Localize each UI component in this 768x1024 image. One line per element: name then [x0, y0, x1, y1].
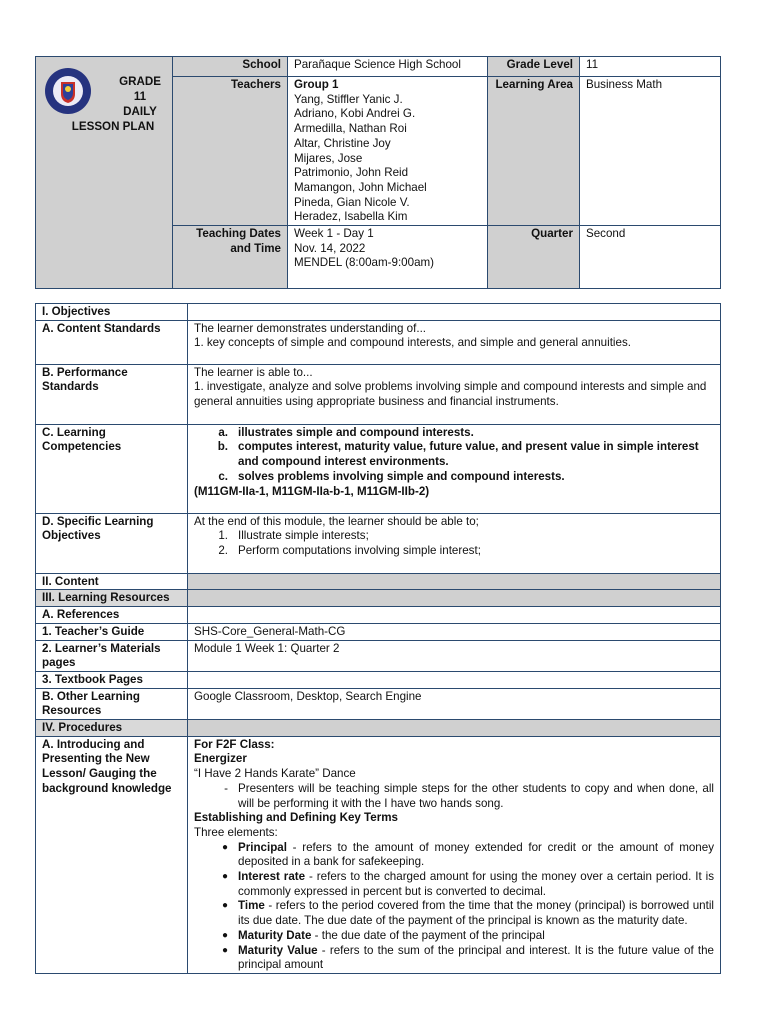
empty-cell: [188, 671, 721, 688]
term-text: [238, 870, 714, 899]
teaching-dates-value: [288, 226, 488, 289]
label-line: pages: [42, 656, 76, 670]
title-cell: [36, 57, 173, 289]
teacher-name: Altar, Christine Joy: [294, 136, 391, 150]
quarter-value: Second: [580, 226, 721, 289]
list-text: Perform computations involving simple interest;: [238, 544, 481, 558]
label-line: D. Specific Learning: [42, 514, 154, 528]
textbook-pages-label: 3. Textbook Pages: [36, 671, 188, 688]
introducing-lesson-value: [188, 736, 721, 973]
lesson-plan-table: [35, 303, 721, 974]
label-line: Standards: [42, 380, 99, 394]
learning-resources-heading: III. Learning Resources: [36, 590, 188, 607]
procedures-heading: IV. Procedures: [36, 720, 188, 737]
text-line: At the end of this module, the learner should be able to;: [194, 514, 479, 528]
term-text: [238, 929, 545, 944]
teacher-name: Armedilla, Nathan Roi: [294, 122, 407, 136]
learners-materials-label: [36, 640, 188, 671]
empty-cell: [188, 607, 721, 624]
list-marker: b.: [217, 440, 228, 454]
list-item: [194, 782, 714, 811]
objectives-heading: I. Objectives: [36, 304, 188, 321]
dance-title: “I Have 2 Hands Karate” Dance: [194, 767, 356, 781]
label-line: 2. Learner’s Materials: [42, 641, 161, 655]
school-value: Parañaque Science High School: [288, 57, 488, 77]
teacher-group: Group 1: [294, 78, 339, 91]
key-terms-heading: Establishing and Defining Key Terms: [194, 811, 398, 825]
specific-objectives-value: [188, 513, 721, 573]
teachers-label: Teachers: [173, 77, 288, 226]
school-label: School: [173, 57, 288, 77]
title-plan: LESSON PLAN: [71, 120, 155, 133]
other-resources-value: Google Classroom, Desktop, Search Engine: [188, 688, 721, 719]
teachers-guide-label: 1. Teacher’s Guide: [36, 623, 188, 640]
label-line: background knowledge: [42, 781, 172, 795]
content-heading: II. Content: [36, 573, 188, 590]
list-text: solves problems involving simple and compound interests.: [238, 469, 565, 483]
bullet-marker: ●: [221, 900, 228, 912]
empty-cell: [188, 573, 721, 590]
teachers-value: [288, 77, 488, 226]
list-text: Illustrate simple interests;: [238, 529, 369, 543]
term: Maturity Value: [238, 943, 318, 957]
teacher-name: Mamangon, John Michael: [294, 180, 427, 194]
grade-level-label: Grade Level: [488, 57, 580, 77]
dates-label-line: and Time: [230, 241, 281, 255]
list-item: [194, 870, 714, 899]
references-heading: A. References: [36, 607, 188, 624]
empty-cell: [188, 720, 721, 737]
list-item: [194, 440, 714, 469]
content-standards-label: A. Content Standards: [36, 320, 188, 364]
energizer-heading: Energizer: [194, 752, 247, 766]
teachers-guide-value: SHS-Core_General-Math-CG: [188, 623, 721, 640]
content-standards-value: [188, 320, 721, 364]
text-line: The learner demonstrates understanding of...: [194, 321, 427, 335]
term-text: [238, 841, 714, 870]
dates-label-line: Teaching Dates: [196, 227, 281, 241]
empty-cell: [188, 304, 721, 321]
list-text: illustrates simple and compound interests.: [238, 425, 474, 439]
list-item: [194, 529, 714, 544]
teacher-name: Heradez, Isabella Kim: [294, 210, 408, 224]
learning-area-value: Business Math: [580, 77, 721, 226]
definition: - the due date of the payment of the principal: [311, 928, 545, 942]
term-text: [238, 899, 714, 928]
teacher-name: Mijares, Jose: [294, 151, 363, 165]
teacher-name: Yang, Stiffler Yanic J.: [294, 92, 403, 106]
dates-line: MENDEL (8:00am-9:00am): [294, 256, 435, 270]
specific-objectives-label: [36, 513, 188, 573]
list-item: [194, 899, 714, 928]
definition: - refers to the sum of the principal and interest. It is the future value of the principal amount: [238, 943, 714, 972]
dates-line: Nov. 14, 2022: [294, 241, 366, 255]
introducing-lesson-label: [36, 736, 188, 973]
label-line: Resources: [42, 704, 102, 718]
learners-materials-value: Module 1 Week 1: Quarter 2: [188, 640, 721, 671]
list-item: [194, 426, 714, 441]
deped-seal-icon: [44, 67, 92, 115]
list-item: [194, 929, 714, 944]
learning-area-label: Learning Area: [488, 77, 580, 226]
teacher-name: Pineda, Gian Nicole V.: [294, 195, 410, 209]
bullet-marker: ●: [221, 871, 228, 883]
label-line: Presenting the New: [42, 752, 150, 766]
term: Time: [238, 899, 265, 913]
teaching-dates-label: [173, 226, 288, 289]
label-line: Objectives: [42, 529, 101, 543]
list-marker: c.: [218, 469, 228, 483]
list-marker: 2.: [218, 544, 228, 558]
title-num: 11: [133, 90, 147, 103]
list-item: [194, 470, 714, 485]
other-resources-label: [36, 688, 188, 719]
list-marker: 1.: [218, 529, 228, 543]
text-line: 1. investigate, analyze and solve problems involving simple and compound interests and simple and general annuities using appropriate business and financial instruments.: [194, 380, 707, 409]
definition: - refers to the period covered from the time that the money (principal) is borrowed until its due date. The due date of the payment of the principal is known as the maturity date.: [238, 899, 714, 928]
learning-competencies-value: [188, 424, 721, 513]
list-text: Presenters will be teaching simple steps for the other students to copy and when done, all will be performing it with the I have two hands song.: [238, 781, 714, 810]
bullet-marker: ●: [221, 929, 228, 941]
teacher-name: Adriano, Kobi Andrei G.: [294, 107, 416, 121]
list-marker: a.: [218, 425, 228, 439]
definition: - refers to the charged amount for using the money over a certain period. It is commonly expressed in percent but is converted to decimal.: [238, 870, 714, 898]
text-line: 1. key concepts of simple and compound interests, and simple and general annuities.: [194, 336, 631, 350]
list-item: [194, 841, 714, 870]
term: Principal: [238, 840, 287, 854]
list-item: [194, 944, 714, 973]
text-line: The learner is able to...: [194, 365, 313, 379]
definition: - refers to the amount of money extended for credit or the amount of money deposited in a bank for safekeeping.: [238, 840, 714, 869]
bullet-marker: ●: [221, 841, 228, 853]
title-daily: DAILY: [123, 105, 157, 118]
label-line: C. Learning: [42, 425, 106, 439]
bullet-marker: ●: [221, 944, 228, 956]
grade-level-value: 11: [580, 57, 721, 77]
quarter-label: Quarter: [488, 226, 580, 289]
list-text: computes interest, maturity value, future value, and present value in simple interest and compound interest environments.: [238, 440, 699, 469]
label-line: Competencies: [42, 440, 122, 454]
list-item: [194, 544, 714, 559]
competency-codes: (M11GM-IIa-1, M11GM-IIa-b-1, M11GM-IIb-2): [194, 484, 430, 498]
teacher-name: Patrimonio, John Reid: [294, 166, 409, 180]
dash-marker: -: [224, 781, 228, 795]
title-grade: GRADE: [119, 75, 161, 88]
label-line: Lesson/ Gauging the: [42, 767, 157, 781]
term-text: [238, 944, 714, 973]
learning-competencies-label: [36, 424, 188, 513]
f2f-heading: For F2F Class:: [194, 737, 275, 751]
empty-cell: [188, 590, 721, 607]
performance-standards-value: [188, 364, 721, 424]
term: Maturity Date: [238, 928, 312, 942]
dates-line: Week 1 - Day 1: [294, 227, 374, 241]
header-table: [35, 56, 721, 289]
three-elements: Three elements:: [194, 825, 278, 839]
term: Interest rate: [238, 870, 306, 884]
performance-standards-label: [36, 364, 188, 424]
label-line: B. Performance: [42, 365, 128, 379]
label-line: A. Introducing and: [42, 737, 145, 751]
label-line: B. Other Learning: [42, 689, 140, 703]
